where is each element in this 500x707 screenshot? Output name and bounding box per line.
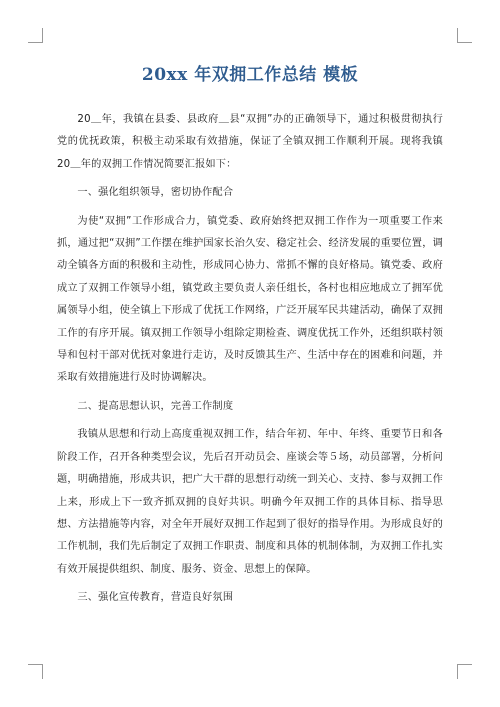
- section-heading-1: 一、强化组织领导，密切协作配合: [77, 187, 234, 199]
- section-2-paragraph: 我镇从思想和行动上高度重视双拥工作，结合年初、年中、年终、重要节日和各阶段工作，召开各种类型会议，先后召开动员会、座谈会等５场，动员部署，分析问题，明确措施，形成共识，把广大干群的思想行动统一到关心、支持、参与双拥工作上来，形成上下一致齐抓双拥的良好共识。明确今年双拥工作的具体目标、指导思想、方法措施等内容，对全年开展好双拥工作起到了很好的指导作用。为形成良好的工作机制，我们先后制定了双拥工作职责、制度和具体的机制体制，为双拥工作扎实有效开展提供组织、制度、服务、资金、思想上的保障。: [57, 429, 443, 575]
- document-title: 20xx 年双拥工作总结 模板: [141, 65, 359, 85]
- crop-mark-top-left: [28, 28, 43, 43]
- intro-paragraph: 20＿年，我镇在县委、县政府＿县“双拥”办的正确领导下，通过积极贯彻执行党的优抚政策，积极主动采取有效措施，保证了全镇双拥工作顺利开展。现将我镇20＿年的双拥工作情况简要汇报如下：: [57, 114, 443, 170]
- section-heading-2: 二、提高思想认识，完善工作制度: [77, 400, 234, 412]
- section-heading-3: 三、强化宣传教育，营造良好氛围: [77, 592, 234, 604]
- crop-mark-bottom-left: [28, 664, 43, 679]
- section-1-paragraph: 为使“双拥”工作形成合力，镇党委、政府始终把双拥工作作为一项重要工作来抓，通过把“双拥”工作摆在维护国家长治久安、稳定社会、经济发展的重要位置，调动全镇各方面的积极和主动性，形成同心协力、常抓不懈的良好格局。镇党委、政府成立了双拥工作领导小组，镇党政主要负责人亲任组长，各村也相应地成立了拥军优属领导小组，使全镇上下形成了优抚工作网络，广泛开展军民共建活动，确保了双拥工作的有序开展。镇双拥工作领导小组除定期检查、调度优抚工作外，还组织联村领导和包村干部对优抚对象进行走访，及时反馈其生产、生活中存在的困难和问题，并采取有效措施进行及时协调解决。: [57, 215, 443, 384]
- crop-mark-top-right: [457, 28, 472, 43]
- document-page: [57, 60, 443, 610]
- crop-mark-bottom-right: [457, 664, 472, 679]
